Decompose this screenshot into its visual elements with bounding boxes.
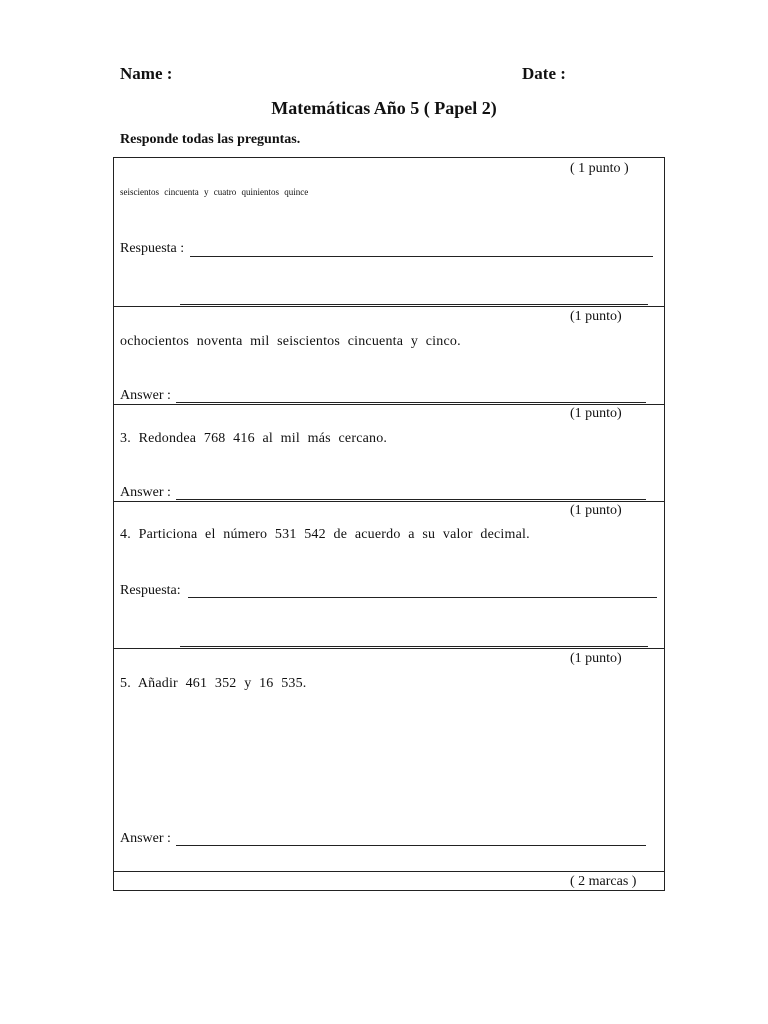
question-frame <box>113 157 665 891</box>
section-divider <box>113 648 664 649</box>
question-5-answer-label: Answer : <box>120 831 171 846</box>
date-label: Date : <box>522 64 566 83</box>
section-divider <box>113 501 664 502</box>
question-1-answer-line[interactable] <box>190 256 653 257</box>
question-2-answer-line[interactable] <box>176 402 646 403</box>
name-label: Name : <box>120 64 173 83</box>
question-3-text: 3. Redondea 768 416 al mil más cercano. <box>120 431 388 446</box>
question-1-answer-line-2[interactable] <box>180 304 648 305</box>
section-divider <box>113 404 664 405</box>
footer-points: ( 2 marcas ) <box>570 874 637 889</box>
question-2-text: ochocientos noventa mil seiscientos cincuenta y cinco. <box>120 334 461 349</box>
question-5-points: (1 punto) <box>570 651 622 666</box>
question-1-points: ( 1 punto ) <box>570 161 629 176</box>
question-3-answer-label: Answer : <box>120 485 171 500</box>
question-2-points: (1 punto) <box>570 309 622 324</box>
question-5-answer-line[interactable] <box>176 845 646 846</box>
question-1-text: seiscientos cincuenta y cuatro quinientos quince <box>120 187 309 197</box>
question-4-text: 4. Particiona el número 531 542 de acuerdo a su valor decimal. <box>120 527 530 542</box>
question-4-points: (1 punto) <box>570 503 622 518</box>
page-title: Matemáticas Año 5 ( Papel 2) <box>271 98 497 118</box>
section-divider <box>113 306 664 307</box>
question-5-text: 5. Añadir 461 352 y 16 535. <box>120 676 307 691</box>
question-4-answer-label: Respuesta: <box>120 583 181 598</box>
question-2-answer-label: Answer : <box>120 388 171 403</box>
instructions: Responde todas las preguntas. <box>120 132 301 147</box>
section-divider <box>113 871 664 872</box>
question-4-answer-line-2[interactable] <box>180 646 648 647</box>
question-3-points: (1 punto) <box>570 406 622 421</box>
question-4-answer-line[interactable] <box>188 597 657 598</box>
question-1-answer-label: Respuesta : <box>120 241 185 256</box>
question-3-answer-line[interactable] <box>176 499 646 500</box>
